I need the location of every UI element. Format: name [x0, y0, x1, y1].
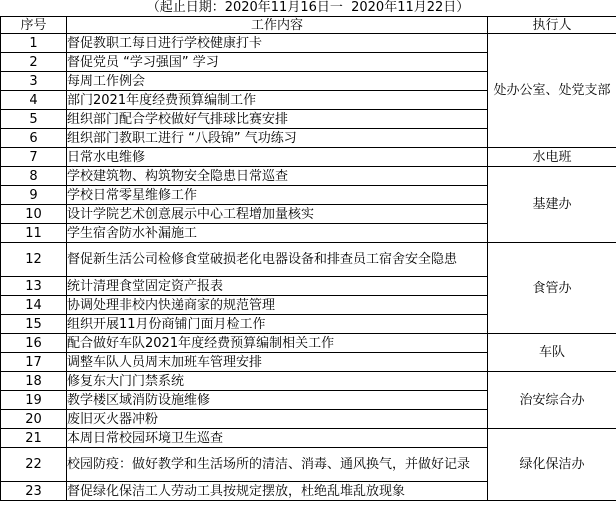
row-content: 统计清理食堂固定资产报表: [67, 277, 488, 296]
row-content: 组织部门教职工进行 “八段锦” 气功练习: [67, 129, 488, 148]
row-no: 11: [1, 224, 67, 243]
row-no: 7: [1, 148, 67, 167]
row-no: 6: [1, 129, 67, 148]
row-no: 22: [1, 448, 67, 482]
row-content: 配合做好车队2021年度经费预算编制相关工作: [67, 334, 488, 353]
row-content: 组织部门配合学校做好气排球比赛安排: [67, 110, 488, 129]
executor-cell: 处办公室、处党支部: [488, 34, 616, 148]
row-no: 13: [1, 277, 67, 296]
row-no: 16: [1, 334, 67, 353]
row-content: 本周日常校园环境卫生巡查: [67, 429, 488, 448]
row-content: 督促党员 “学习强国” 学习: [67, 53, 488, 72]
executor-cell: 绿化保洁办: [488, 429, 616, 501]
weekly-schedule-table: [0, 16, 616, 501]
row-content: 督促新生活公司检修食堂破损老化电器设备和排查员工宿舍安全隐患: [67, 243, 488, 277]
row-no: 1: [1, 34, 67, 53]
executor-cell: 水电班: [488, 148, 616, 167]
header-no: 序号: [1, 17, 67, 34]
table-row: [1, 167, 616, 186]
row-content: 日常水电维修: [67, 148, 488, 167]
row-no: 8: [1, 167, 67, 186]
table-row: [1, 243, 616, 277]
row-content: 组织开展11月份商铺门面月检工作: [67, 315, 488, 334]
row-content: 督促绿化保洁工人劳动工具按规定摆放，杜绝乱堆乱放现象: [67, 482, 488, 501]
table-row: [1, 334, 616, 353]
table-row: [1, 429, 616, 448]
row-no: 2: [1, 53, 67, 72]
executor-cell: 车队: [488, 334, 616, 372]
row-no: 5: [1, 110, 67, 129]
row-content: 修复东大门门禁系统: [67, 372, 488, 391]
executor-cell: 基建办: [488, 167, 616, 243]
row-no: 9: [1, 186, 67, 205]
row-no: 23: [1, 482, 67, 501]
row-content: 每周工作例会: [67, 72, 488, 91]
row-content: 学校日常零星维修工作: [67, 186, 488, 205]
executor-cell: 食管办: [488, 243, 616, 334]
row-content: 部门2021年度经费预算编制工作: [67, 91, 488, 110]
row-content: 协调处理非校内快递商家的规范管理: [67, 296, 488, 315]
row-content: 学校建筑物、构筑物安全隐患日常巡查: [67, 167, 488, 186]
row-no: 12: [1, 243, 67, 277]
row-content: 教学楼区域消防设施维修: [67, 391, 488, 410]
row-content: 学生宿舍防水补漏施工: [67, 224, 488, 243]
header-executor: 执行人: [488, 17, 616, 34]
row-no: 21: [1, 429, 67, 448]
table-row: [1, 372, 616, 391]
row-no: 18: [1, 372, 67, 391]
row-no: 3: [1, 72, 67, 91]
row-content: 督促教职工每日进行学校健康打卡: [67, 34, 488, 53]
table-row: [1, 148, 616, 167]
row-no: 17: [1, 353, 67, 372]
header-content: 工作内容: [67, 17, 488, 34]
executor-cell: 治安综合办: [488, 372, 616, 429]
row-content: 校园防疫：做好教学和生活场所的清洁、消毒、通风换气，并做好记录: [67, 448, 488, 482]
header-row: [1, 17, 616, 34]
row-no: 10: [1, 205, 67, 224]
row-no: 15: [1, 315, 67, 334]
row-no: 20: [1, 410, 67, 429]
table-row: [1, 34, 616, 53]
row-content: 调整车队人员周末加班车管理安排: [67, 353, 488, 372]
row-content: 废旧灭火器冲粉: [67, 410, 488, 429]
row-content: 设计学院艺术创意展示中心工程增加量核实: [67, 205, 488, 224]
row-no: 4: [1, 91, 67, 110]
row-no: 19: [1, 391, 67, 410]
date-range-subtitle: （起止日期：2020年11月16日一 2020年11月22日）: [146, 0, 470, 15]
row-no: 14: [1, 296, 67, 315]
